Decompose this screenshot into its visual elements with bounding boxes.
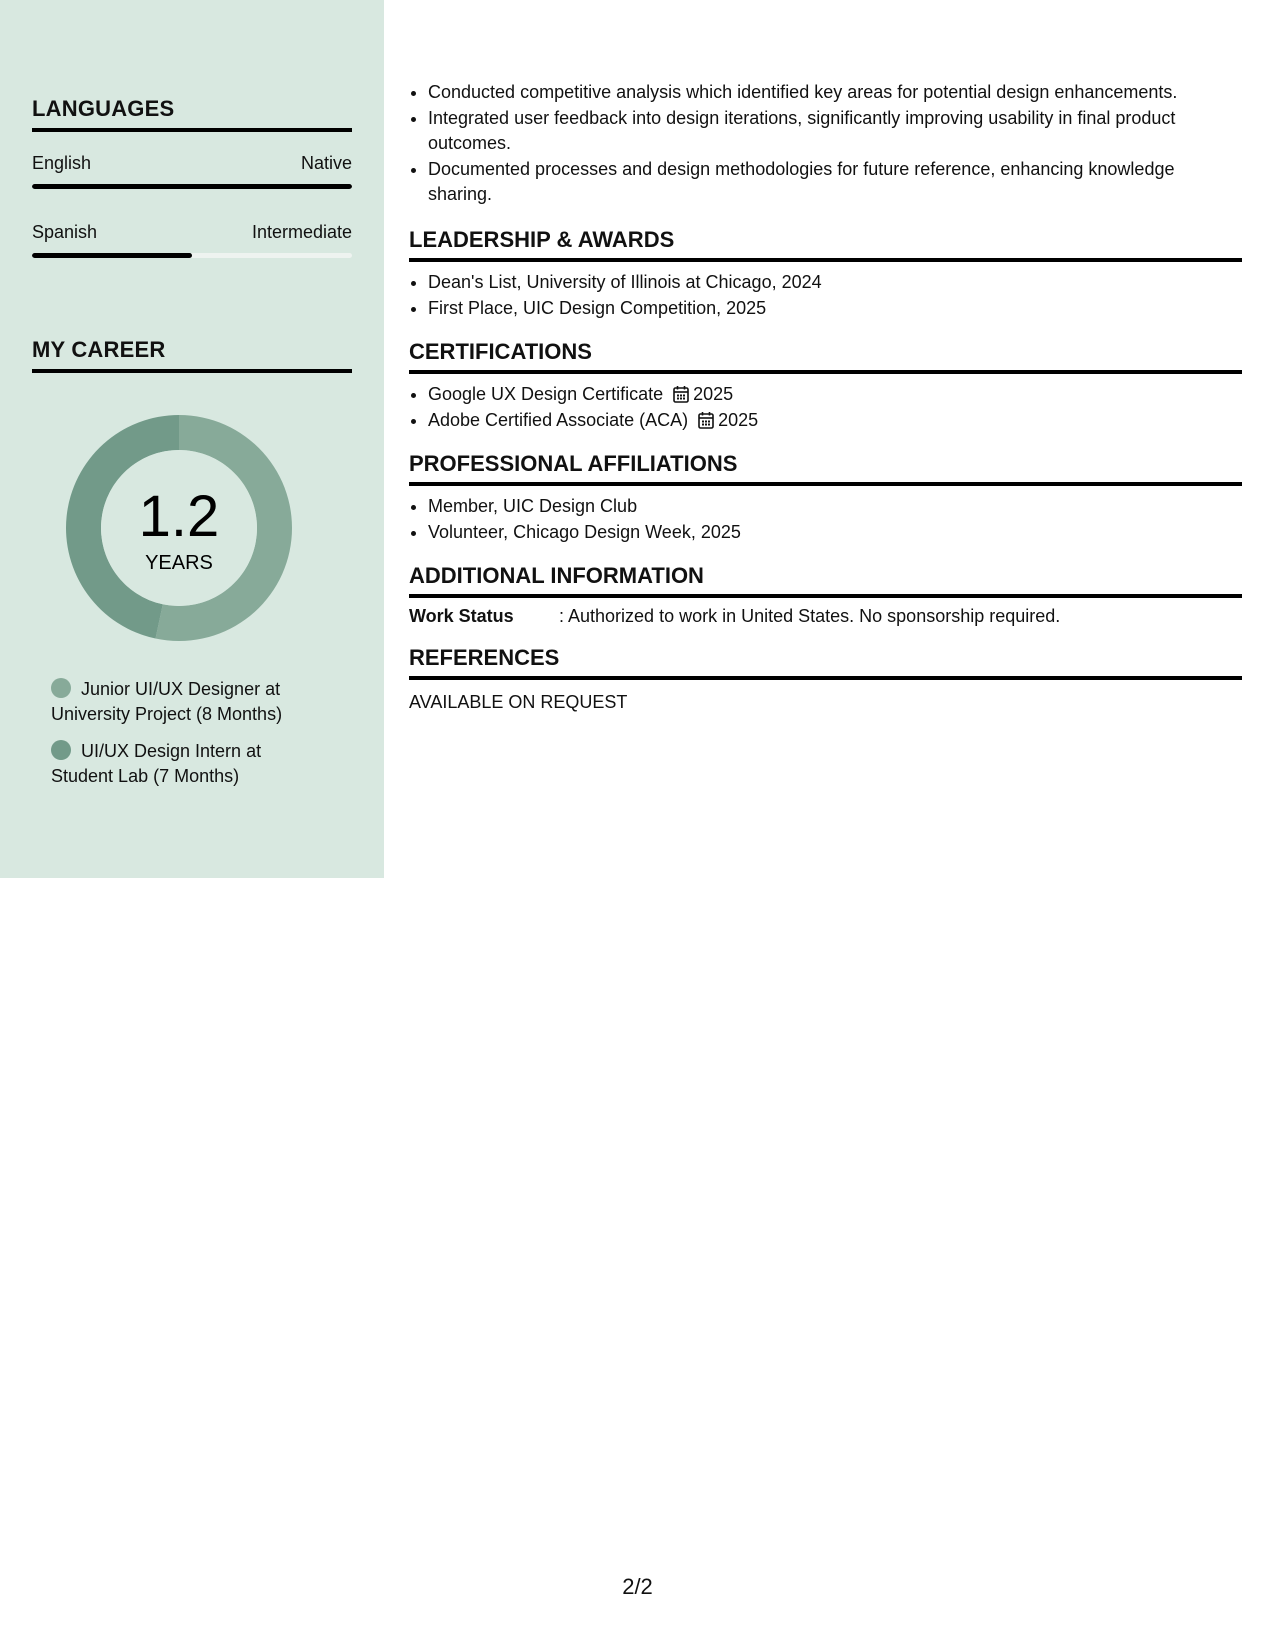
experience-bullet: • Conducted competitive analysis which identified key areas for potential design enhancements. [428, 80, 1242, 105]
main-content [409, 0, 1242, 715]
language-name: Spanish [32, 222, 98, 242]
leadership-item: • First Place, UIC Design Competition, 2025 [428, 296, 1242, 321]
experience-bullet: • Documented processes and design methodologies for future reference, enhancing knowledge sharing. [428, 157, 1242, 207]
certifications-section [409, 339, 1242, 433]
references-section [409, 645, 1242, 715]
leadership-item: • Dean's List, University of Illinois at Chicago, 2024 [428, 270, 1242, 295]
experience-bullet-list [409, 80, 1242, 207]
language-proficiency-fill [32, 184, 352, 189]
work-status-label: Work Status [409, 606, 514, 626]
career-total-unit: YEARS [145, 552, 213, 574]
affiliations-section [409, 451, 1242, 545]
experience-bullet: • Integrated user feedback into design iterations, significantly improving usability in final product outcomes. [428, 106, 1242, 156]
sidebar [0, 0, 384, 878]
language-row-spanish [32, 221, 352, 243]
career-heading: MY CAREER [32, 337, 352, 373]
leadership-section [409, 227, 1242, 321]
certifications-list [409, 382, 1242, 433]
language-proficiency-bar [32, 253, 352, 258]
language-name: English [32, 153, 92, 173]
legend-label: Junior UI/UX Designer at University Project (8 Months) [51, 679, 283, 724]
certifications-heading: CERTIFICATIONS [409, 339, 1242, 374]
certification-name: Adobe Certified Associate (ACA) [428, 410, 689, 430]
languages-heading: LANGUAGES [32, 96, 352, 132]
additional-info-section [409, 563, 1242, 629]
language-level: Intermediate [251, 222, 352, 242]
legend-dot [51, 740, 71, 760]
language-level: Native [300, 153, 352, 173]
certification-year: 2025 [718, 410, 759, 430]
references-text: AVAILABLE ON REQUEST [409, 692, 628, 712]
additional-info-heading: ADDITIONAL INFORMATION [409, 563, 1242, 598]
affiliations-list [409, 494, 1242, 545]
certification-year: 2025 [693, 384, 734, 404]
calendar-icon [698, 411, 714, 429]
references-heading: REFERENCES [409, 645, 1242, 680]
legend-dot [51, 678, 71, 698]
work-status-row [409, 604, 1242, 629]
calendar-icon [673, 385, 689, 403]
affiliations-heading: PROFESSIONAL AFFILIATIONS [409, 451, 1242, 486]
career-total-value: 1.2 [138, 484, 220, 549]
language-proficiency-bar [32, 184, 352, 189]
leadership-list [409, 270, 1242, 321]
affiliation-item: • Volunteer, Chicago Design Week, 2025 [428, 520, 1242, 545]
language-row-english [32, 152, 352, 174]
legend-label: UI/UX Design Intern at Student Lab (7 Months) [51, 741, 262, 786]
certification-item [428, 408, 1242, 433]
career-donut-chart [66, 415, 292, 641]
leadership-heading: LEADERSHIP & AWARDS [409, 227, 1242, 262]
certification-name: Google UX Design Certificate [428, 384, 664, 404]
career-legend-item [51, 739, 311, 789]
career-legend-item [51, 677, 311, 727]
affiliation-item: • Member, UIC Design Club [428, 494, 1242, 519]
work-status-value: : Authorized to work in United States. No sponsorship required. [559, 606, 1061, 626]
page-number: 2/2 [622, 1574, 653, 1599]
language-proficiency-fill [32, 253, 192, 258]
certification-item [428, 382, 1242, 407]
